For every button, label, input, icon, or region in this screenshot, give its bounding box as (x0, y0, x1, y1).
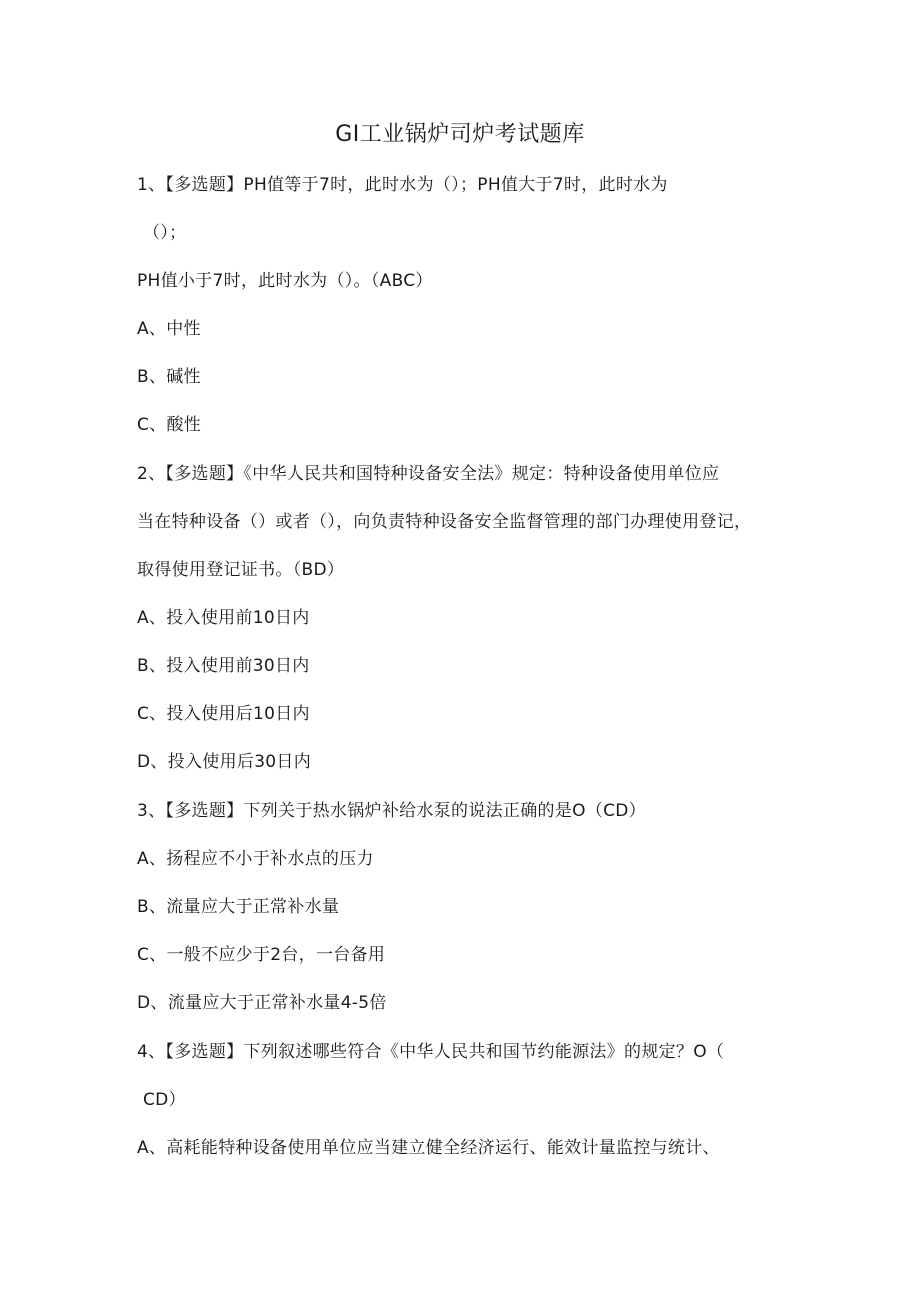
q1-stem-line-2: （）； (143, 223, 187, 243)
document-title: GI工业锅炉司炉考试题库 (335, 122, 585, 147)
q2-option-c: C、投入使用后10日内 (137, 704, 310, 724)
q4-option-a: A、高耗能特种设备使用单位应当建立健全经济运行、能效计量监控与统计、 (137, 1138, 720, 1158)
q3-stem: 3、【多选题】下列关于热水锅炉补给水泵的说法正确的是O（CD） (137, 801, 646, 821)
q3-option-b: B、流量应大于正常补水量 (137, 897, 340, 917)
q1-stem-line-1: 1、【多选题】PH值等于7时，此时水为（）；PH值大于7时，此时水为 (137, 175, 668, 195)
q1-option-b: B、碱性 (137, 367, 201, 387)
q2-stem-line-1: 2、【多选题】《中华人民共和国特种设备安全法》规定：特种设备使用单位应 (137, 464, 720, 484)
q2-stem-line-2: 当在特种设备（）或者（），向负责特种设备安全监督管理的部门办理使用登记， (137, 512, 752, 532)
q2-option-d: D、投入使用后30日内 (137, 752, 312, 772)
q3-option-d: D、流量应大于正常补水量4-5倍 (137, 993, 387, 1013)
q2-option-a: A、投入使用前10日内 (137, 608, 310, 628)
q2-stem-line-3: 取得使用登记证书。（BD） (137, 560, 345, 580)
q4-stem-line-2: CD） (143, 1090, 186, 1110)
q2-option-b: B、投入使用前30日内 (137, 656, 310, 676)
q1-stem-line-3: PH值小于7时，此时水为（）。（ABC） (137, 271, 433, 291)
q3-option-c: C、一般不应少于2台，一台备用 (137, 945, 386, 965)
q1-option-a: A、中性 (137, 319, 201, 339)
q4-stem-line-1: 4、【多选题】下列叙述哪些符合《中华人民共和国节约能源法》的规定？O（ (137, 1042, 725, 1062)
q1-option-c: C、酸性 (137, 415, 202, 435)
q3-option-a: A、扬程应不小于补水点的压力 (137, 849, 374, 869)
